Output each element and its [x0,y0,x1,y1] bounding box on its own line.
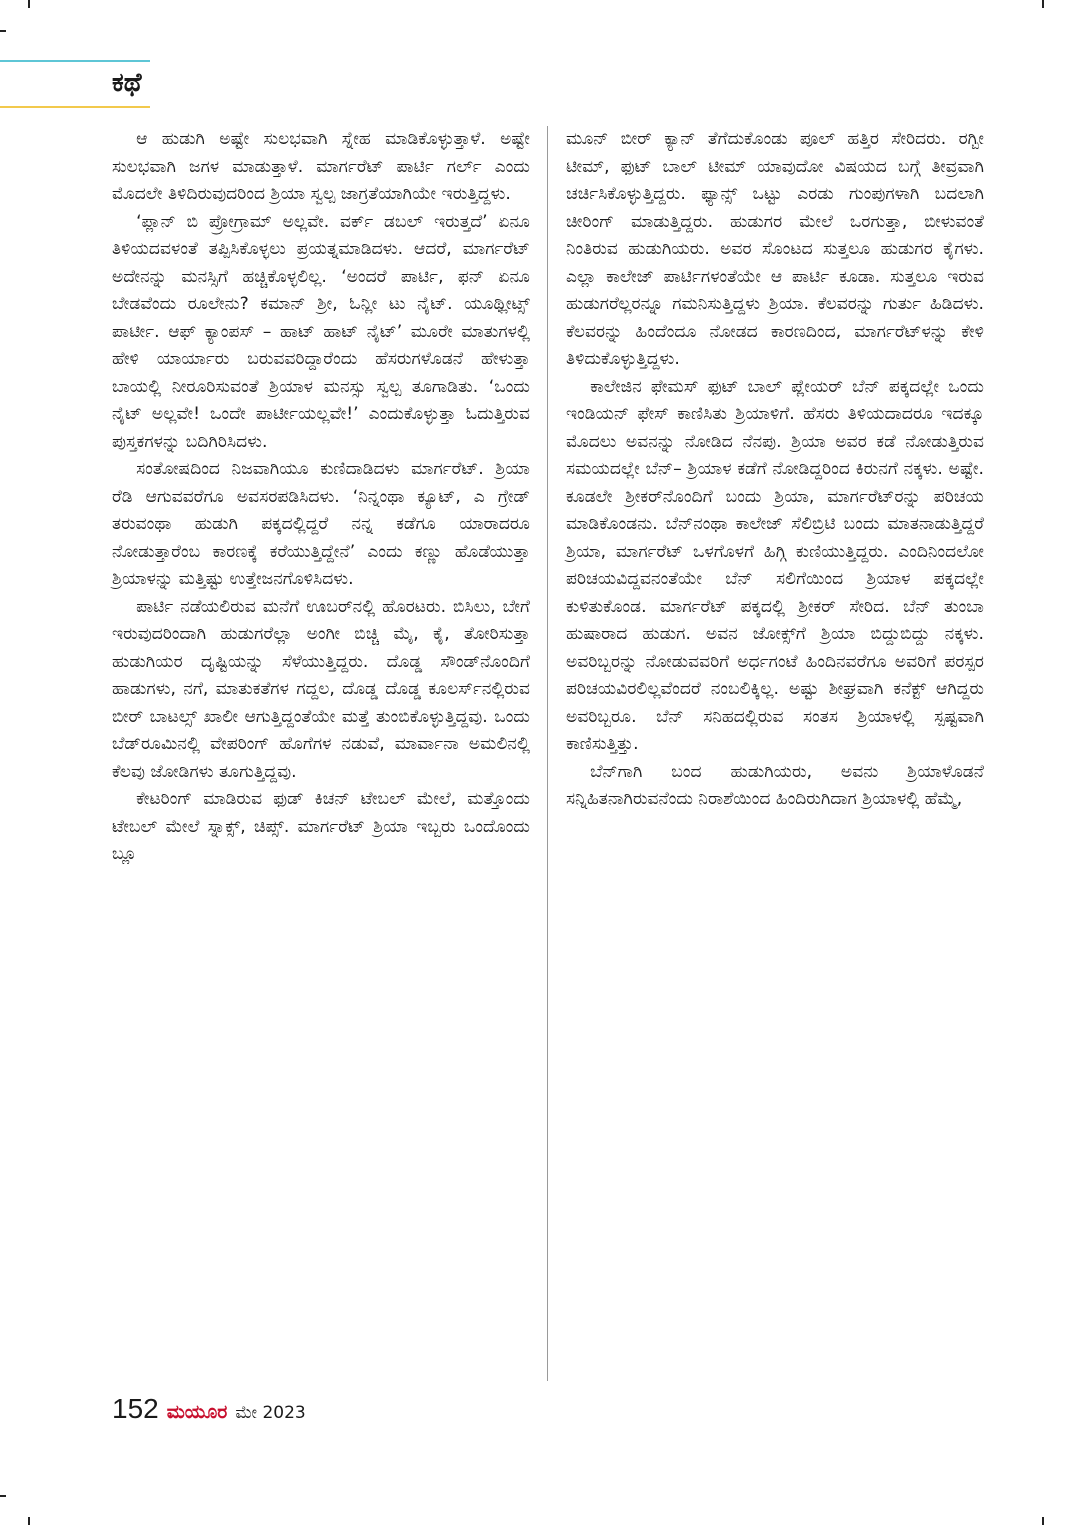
section-accent-rule-bottom [0,106,150,108]
section-accent-rule-top [0,60,150,62]
article-paragraph: ಸಂತೋಷದಿಂದ ನಿಜವಾಗಿಯೂ ಕುಣಿದಾಡಿದಳು ಮಾರ್ಗರೆಟ್. ಶ್ರಿಯಾ ರೆಡಿ ಆಗುವವರೆಗೂ ಅವಸರಪಡಿಸಿದಳು. ‘ನಿನ್ನಂಥಾ ಕ್ಯೂಟ್, ಎ ಗ್ರೇಡ್ ತರುವಂಥಾ ಹುಡುಗಿ ಪಕ್ಕದಲ್ಲಿದ್ದರೆ ನನ್ನ ಕಡೆಗೂ ಯಾರಾದರೂ ನೋಡುತ್ತಾರೆಂಬ ಕಾರಣಕ್ಕೆ ಕರೆಯುತ್ತಿದ್ದೇನೆ’ ಎಂದು ಕಣ್ಣು ಹೊಡೆಯುತ್ತಾ ಶ್ರಿಯಾಳನ್ನು ಮತ್ತಿಷ್ಟು ಉತ್ತೇಜನಗೊಳಿಸಿದಳು. [112,459,530,589]
page-number: 152 [112,1393,159,1424]
column-divider [547,126,548,1381]
article-column-left [112,126,530,869]
article-paragraph: ಬೆನ್‌ಗಾಗಿ ಬಂದ ಹುಡುಗಿಯರು, ಅವನು ಶ್ರಿಯಾಳೊಡನೆ ಸನ್ನಿಹಿತನಾಗಿರುವನೆಂದು ನಿರಾಶೆಯಿಂದ ಹಿಂದಿರುಗಿದಾಗ ಶ್ರಿಯಾಳಲ್ಲಿ ಹೆಮ್ಮೆ, [566,761,984,809]
article-paragraph: ಕಾಲೇಜಿನ ಫೇಮಸ್ ಫುಟ್ ಬಾಲ್ ಪ್ಲೇಯರ್ ಬೆನ್ ಪಕ್ಕದಲ್ಲೇ ಒಂದು ಇಂಡಿಯನ್ ಫೇಸ್ ಕಾಣಿಸಿತು ಶ್ರಿಯಾಳಿಗೆ. ಹೆಸರು ತಿಳಿಯದಾದರೂ ಇದಕ್ಕೂ ಮೊದಲು ಅವನನ್ನು ನೋಡಿದ ನೆನಪು. ಶ್ರಿಯಾ ಅವರ ಕಡೆ ನೋಡುತ್ತಿರುವ ಸಮಯದಲ್ಲೇ ಬೆನ್– ಶ್ರಿಯಾಳ ಕಡೆಗೆ ನೋಡಿದ್ದರಿಂದ ಕಿರುನಗೆ ನಕ್ಕಳು. ಅಷ್ಟೇ. ಕೂಡಲೇ ಶ್ರೀಕರ್‌ನೊಂದಿಗೆ ಬಂದು ಶ್ರಿಯಾ, ಮಾರ್ಗರೆಟ್‌ರನ್ನು ಪರಿಚಯ ಮಾಡಿಕೊಂಡನು. ಬೆನ್‌ನಂಥಾ ಕಾಲೇಜ್ ಸೆಲಿಬ್ರಿಟಿ ಬಂದು ಮಾತನಾಡುತ್ತಿದ್ದರೆ ಶ್ರಿಯಾ, ಮಾರ್ಗರೆಟ್ ಒಳಗೊಳಗೆ ಹಿಗ್ಗಿ ಕುಣಿಯುತ್ತಿದ್ದರು. ಎಂದಿನಿಂದಲೋ ಪರಿಚಯವಿದ್ದವನಂತೆಯೇ ಬೆನ್ ಸಲಿಗೆಯಿಂದ ಶ್ರಿಯಾಳ ಪಕ್ಕದಲ್ಲೇ ಕುಳಿತುಕೊಂಡ. ಮಾರ್ಗರೆಟ್ ಪಕ್ಕದಲ್ಲಿ ಶ್ರೀಕರ್ ಸೇರಿದ. ಬೆನ್ ತುಂಬಾ ಹುಷಾರಾದ ಹುಡುಗ. ಅವನ ಜೋಕ್ಸ್‌ಗೆ ಶ್ರಿಯಾ ಬಿದ್ದುಬಿದ್ದು ನಕ್ಕಳು. ಅವರಿಬ್ಬರನ್ನು ನೋಡುವವರಿಗೆ ಅರ್ಧಗಂಟೆ ಹಿಂದಿನವರೆಗೂ ಅವರಿಗೆ ಪರಸ್ಪರ ಪರಿಚಯವಿರಲಿಲ್ಲವೆಂದರೆ ನಂಬಲಿಕ್ಕಿಲ್ಲ. ಅಷ್ಟು ಶೀಘ್ರವಾಗಿ ಕನೆಕ್ಟ್ ಆಗಿದ್ದರು ಅವರಿಬ್ಬರೂ. ಬೆನ್ ಸನಿಹದಲ್ಲಿರುವ ಸಂತಸ ಶ್ರಿಯಾಳಲ್ಲಿ ಸ್ಪಷ್ಟವಾಗಿ ಕಾಣಿಸುತ್ತಿತ್ತು. [566,376,984,754]
crop-mark-left-upper [0,30,6,32]
section-label: ಕಥೆ [112,68,142,98]
article-paragraph: ಮೂನ್ ಬೀರ್ ಕ್ಯಾನ್ ತೆಗೆದುಕೊಂಡು ಪೂಲ್ ಹತ್ತಿರ ಸೇರಿದರು. ರಗ್ಬೀ ಟೀಮ್, ಫುಟ್ ಬಾಲ್ ಟೀಮ್ ಯಾವುದೋ ವಿಷಯದ ಬಗ್ಗೆ ತೀವ್ರವಾಗಿ ಚರ್ಚಿಸಿಕೊಳ್ಳುತ್ತಿದ್ದರು. ಫ್ಯಾನ್ಸ್ ಒಟ್ಟು ಎರಡು ಗುಂಪುಗಳಾಗಿ ಬದಲಾಗಿ ಚೀರಿಂಗ್ ಮಾಡುತ್ತಿದ್ದರು. ಹುಡುಗರ ಮೇಲೆ ಒರಗುತ್ತಾ, ಬೀಳುವಂತೆ ನಿಂತಿರುವ ಹುಡುಗಿಯರು. ಅವರ ಸೊಂಟದ ಸುತ್ತಲೂ ಹುಡುಗರ ಕೈಗಳು. ಎಲ್ಲಾ ಕಾಲೇಜ್ ಪಾರ್ಟಿಗಳಂತೆಯೇ ಆ ಪಾರ್ಟಿ ಕೂಡಾ. ಸುತ್ತಲೂ ಇರುವ ಹುಡುಗರೆಲ್ಲರನ್ನೂ ಗಮನಿಸುತ್ತಿದ್ದಳು ಶ್ರಿಯಾ. ಕೆಲವರನ್ನು ಗುರ್ತು ಹಿಡಿದಳು. ಕೆಲವರನ್ನು ಹಿಂದೆಂದೂ ನೋಡದ ಕಾರಣದಿಂದ, ಮಾರ್ಗರೆಟ್‌ಳನ್ನು ಕೇಳಿ ತಿಳಿದುಕೊಳ್ಳುತ್ತಿದ್ದಳು. [566,129,984,369]
crop-mark-bottom-right [1042,1517,1044,1525]
article-column-right [566,126,984,814]
issue-date: ಮೇ 2023 [235,1403,306,1423]
article-paragraph: ಪಾರ್ಟಿ ನಡೆಯಲಿರುವ ಮನೆಗೆ ಊಬರ್‌ನಲ್ಲಿ ಹೊರಟರು. ಬಿಸಿಲು, ಬೇಗೆ ಇರುವುದರಿಂದಾಗಿ ಹುಡುಗರೆಲ್ಲಾ ಅಂಗೀ ಬಿಚ್ಚಿ ಮೈ, ಕೈ, ತೋರಿಸುತ್ತಾ ಹುಡುಗಿಯರ ದೃಷ್ಟಿಯನ್ನು ಸೆಳೆಯುತ್ತಿದ್ದರು. ದೊಡ್ಡ ಸೌಂಡ್‌ನೊಂದಿಗೆ ಹಾಡುಗಳು, ನಗೆ, ಮಾತುಕತೆಗಳ ಗದ್ದಲ, ದೊಡ್ಡ ದೊಡ್ಡ ಕೂಲರ್ಸ್‌ನಲ್ಲಿರುವ ಬೀರ್ ಬಾಟಲ್ಸ್ ಖಾಲೀ ಆಗುತ್ತಿದ್ದಂತೆಯೇ ಮತ್ತೆ ತುಂಬಿಕೊಳ್ಳುತ್ತಿದ್ದವು. ಒಂದು ಬೆಡ್‌ರೂಮಿನಲ್ಲಿ ವೇಪರಿಂಗ್ ಹೊಗೆಗಳ ನಡುವೆ, ಮಾರ್ವಾನಾ ಅಮಲಿನಲ್ಲಿ ಕೆಲವು ಜೋಡಿಗಳು ತೂಗುತ್ತಿದ್ದವು. [112,596,530,782]
crop-mark-bottom-left [28,1517,30,1525]
page-footer [112,1393,306,1429]
article-paragraph: ಆ ಹುಡುಗಿ ಅಷ್ಟೇ ಸುಲಭವಾಗಿ ಸ್ನೇಹ ಮಾಡಿಕೊಳ್ಳುತ್ತಾಳೆ. ಅಷ್ಟೇ ಸುಲಭವಾಗಿ ಜಗಳ ಮಾಡುತ್ತಾಳೆ. ಮಾರ್ಗರೆಟ್ ಪಾರ್ಟಿ ಗರ್ಲ್ ಎಂದು ಮೊದಲೇ ತಿಳಿದಿರುವುದರಿಂದ ಶ್ರಿಯಾ ಸ್ವಲ್ಪ ಜಾಗ್ರತೆಯಾಗಿಯೇ ಇರುತ್ತಿದ್ದಳು. [112,129,530,204]
article-paragraph: ಕೇಟರಿಂಗ್ ಮಾಡಿರುವ ಫುಡ್ ಕಿಚನ್ ಟೇಬಲ್ ಮೇಲೆ, ಮತ್ತೊಂದು ಟೇಬಲ್ ಮೇಲೆ ಸ್ನಾಕ್ಸ್, ಚಿಪ್ಸ್. ಮಾರ್ಗರೆಟ್ ಶ್ರಿಯಾ ಇಬ್ಬರು ಒಂದೊಂದು ಬ್ಲೂ [112,789,530,864]
magazine-logo: ಮಯೂರ [166,1401,228,1423]
crop-mark-top-left [28,0,30,8]
crop-mark-top-right [1042,0,1044,8]
article-paragraph: ‘ಪ್ಲಾನ್ ಬಿ ಪ್ರೋಗ್ರಾಮ್ ಅಲ್ಲವೇ. ವರ್ಕ್ ಡಬಲ್ ಇರುತ್ತದೆ’ ಏನೂ ತಿಳಿಯದವಳಂತೆ ತಪ್ಪಿಸಿಕೊಳ್ಳಲು ಪ್ರಯತ್ನಮಾಡಿದಳು. ಆದರೆ, ಮಾರ್ಗರೆಟ್ ಅದೇನನ್ನು ಮನಸ್ಸಿಗೆ ಹಚ್ಚಿಕೊಳ್ಳಲಿಲ್ಲ. ‘ಅಂದರೆ ಪಾರ್ಟಿ, ಫನ್ ಏನೂ ಬೇಡವೆಂದು ರೂಲೇನು? ಕಮಾನ್ ಶ್ರೀ, ಓನ್ಲೀ ಟು ನೈಟ್. ಯೂಥ್ಲೀಟ್ಸ್ ಪಾರ್ಟೀ. ಆಫ್ ಕ್ಯಾಂಪಸ್ – ಹಾಟ್ ಹಾಟ್ ನೈಟ್’ ಮೂರೇ ಮಾತುಗಳಲ್ಲಿ ಹೇಳಿ ಯಾರ್ಯಾರು ಬರುವವರಿದ್ದಾರೆಂದು ಹೆಸರುಗಳೊಡನೆ ಹೇಳುತ್ತಾ ಬಾಯಲ್ಲಿ ನೀರೂರಿಸುವಂತೆ ಶ್ರಿಯಾಳ ಮನಸ್ಸು ಸ್ವಲ್ಪ ತೂಗಾಡಿತು. ‘ಒಂದು ನೈಟ್ ಅಲ್ಲವೇ! ಒಂದೇ ಪಾರ್ಟೀಯಲ್ಲವೇ!’ ಎಂದುಕೊಳ್ಳುತ್ತಾ ಓದುತ್ತಿರುವ ಪುಸ್ತಕಗಳನ್ನು ಬದಿಗಿರಿಸಿದಳು. [112,211,530,452]
crop-mark-left-lower [0,1495,6,1497]
